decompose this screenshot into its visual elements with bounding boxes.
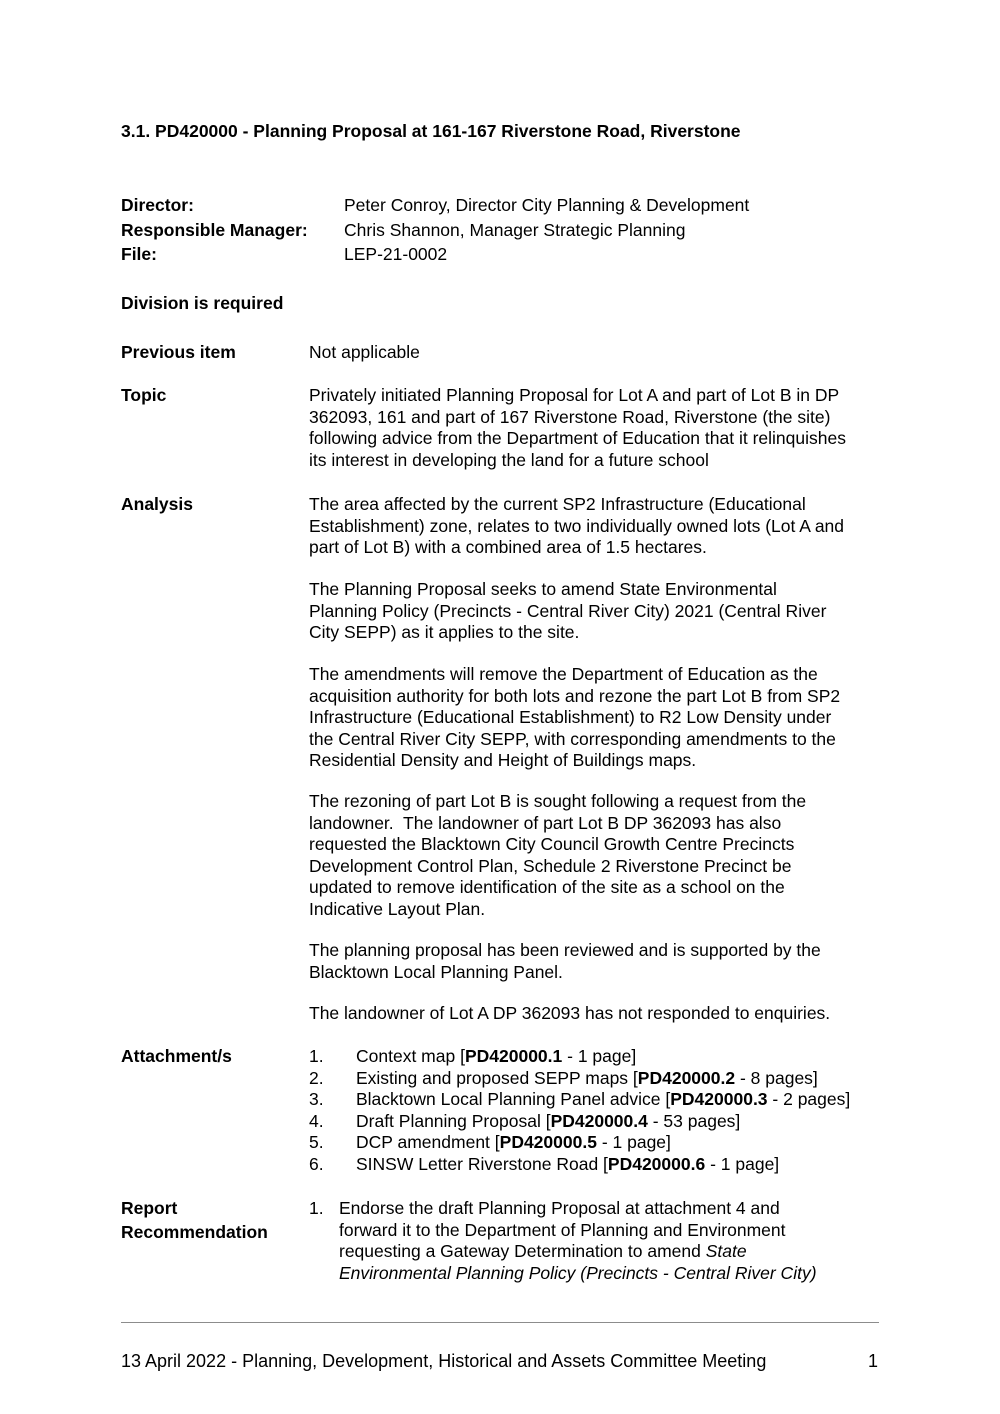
- topic-label: Topic: [121, 385, 167, 405]
- analysis-line: Indicative Layout Plan.: [309, 898, 486, 919]
- attachment-pages: - 1 page]: [596, 1132, 671, 1152]
- analysis-line: The Planning Proposal seeks to amend State Environmental: [309, 579, 777, 599]
- attachment-code: PD420000.4: [550, 1110, 648, 1131]
- division-notice: Division is required: [121, 293, 284, 313]
- recommendation-italic: State: [705, 1241, 747, 1261]
- attachment-item[interactable]: [309, 1132, 909, 1154]
- analysis-label: Analysis: [121, 494, 193, 514]
- attachments-label: Attachment/s: [121, 1046, 232, 1066]
- topic-line: its interest in developing the land for a future school: [309, 449, 709, 470]
- attachment-title: Blacktown Local Planning Panel advice [: [356, 1089, 671, 1109]
- recommendation-text: [339, 1198, 899, 1284]
- attachment-code: PD420000.2: [637, 1067, 736, 1088]
- recommendation-label-line1: Report: [121, 1198, 178, 1218]
- recommendation-italic: Environmental Planning Policy (Precincts - Central River City): [339, 1262, 817, 1283]
- topic-line: 362093, 161 and part of 167 Riverstone Road, Riverstone (the site): [309, 406, 831, 427]
- attachment-title: DCP amendment [: [356, 1132, 500, 1152]
- page-title: 3.1. PD420000 - Planning Proposal at 161-167 Riverstone Road, Riverstone: [121, 121, 741, 141]
- analysis-line: Infrastructure (Educational Establishment) to R2 Low Density under: [309, 707, 832, 727]
- footer-text: 13 April 2022 - Planning, Development, Historical and Assets Committee Meeting: [121, 1351, 767, 1371]
- footer-divider: [121, 1322, 879, 1323]
- attachment-code: PD420000.6: [607, 1153, 706, 1174]
- attachment-title: Draft Planning Proposal [: [356, 1110, 551, 1131]
- analysis-line: part of Lot B) with a combined area of 1.5 hectares.: [309, 537, 707, 557]
- analysis-paragraph: [309, 494, 889, 559]
- attachment-title: Context map [: [356, 1046, 465, 1066]
- analysis-line: Planning Policy (Precincts - Central River City) 2021 (Central River: [309, 600, 827, 621]
- analysis-line: Establishment) zone, relates to two individually owned lots (Lot A and: [309, 515, 845, 536]
- attachment-number: 5.: [309, 1132, 324, 1152]
- attachment-title: Existing and proposed SEPP maps [: [356, 1067, 638, 1088]
- topic-line: Privately initiated Planning Proposal for Lot A and part of Lot B in DP: [309, 385, 840, 405]
- analysis-paragraph: [309, 664, 889, 772]
- analysis-line: Development Control Plan, Schedule 2 Riverstone Precinct be: [309, 855, 792, 876]
- attachment-number: 4.: [309, 1110, 324, 1131]
- topic-text: [309, 385, 889, 471]
- attachment-number: 1.: [309, 1046, 324, 1066]
- recommendation-line: requesting a Gateway Determination to amend: [339, 1241, 706, 1261]
- analysis-line: landowner. The landowner of part Lot B DP 362093 has also: [309, 812, 782, 833]
- attachment-number: 3.: [309, 1089, 324, 1109]
- analysis-line: City SEPP) as it applies to the site.: [309, 622, 580, 642]
- analysis-line: The landowner of Lot A DP 362093 has not responded to enquiries.: [309, 1003, 831, 1023]
- page-number: 1: [868, 1351, 879, 1371]
- analysis-line: The planning proposal has been reviewed and is supported by the: [309, 940, 821, 960]
- topic-line: following advice from the Department of Education that it relinquishes: [309, 428, 846, 448]
- analysis-line: The area affected by the current SP2 Infrastructure (Educational: [309, 494, 806, 514]
- attachment-number: 2.: [309, 1067, 324, 1088]
- attachment-item[interactable]: [309, 1068, 909, 1090]
- attachment-number: 6.: [309, 1153, 324, 1174]
- attachment-pages: - 1 page]: [705, 1153, 780, 1174]
- analysis-line: The amendments will remove the Department of Education as the: [309, 664, 818, 684]
- attachment-pages: - 8 pages]: [735, 1067, 818, 1088]
- attachment-pages: - 53 pages]: [647, 1110, 741, 1131]
- attachment-pages: - 1 page]: [562, 1046, 637, 1066]
- recommendation-line: forward it to the Department of Planning and Environment: [339, 1219, 786, 1240]
- attachment-item[interactable]: [309, 1046, 909, 1068]
- attachment-item[interactable]: [309, 1154, 909, 1176]
- attachment-pages: - 2 pages]: [767, 1089, 851, 1109]
- responsible-manager-label: Responsible Manager:: [121, 220, 308, 240]
- analysis-line: the Central River City SEPP, with corresponding amendments to the: [309, 728, 836, 749]
- attachments-list: [309, 1046, 909, 1175]
- recommendation-number: 1.: [309, 1198, 324, 1218]
- attachment-code: PD420000.5: [499, 1132, 597, 1152]
- attachment-code: PD420000.1: [464, 1046, 563, 1066]
- responsible-manager-value: Chris Shannon, Manager Strategic Planning: [344, 220, 686, 240]
- analysis-line: updated to remove identification of the site as a school on the: [309, 877, 785, 897]
- previous-item-label: Previous item: [121, 342, 236, 362]
- director-label: Director:: [121, 195, 194, 215]
- file-label: File:: [121, 244, 157, 264]
- attachment-item[interactable]: [309, 1089, 909, 1111]
- previous-item-value: Not applicable: [309, 342, 420, 362]
- attachment-title: SINSW Letter Riverstone Road [: [356, 1153, 608, 1174]
- director-value: Peter Conroy, Director City Planning & Development: [344, 195, 750, 215]
- analysis-line: requested the Blacktown City Council Growth Centre Precincts: [309, 834, 795, 854]
- attachment-code: PD420000.3: [670, 1089, 768, 1109]
- analysis-line: Residential Density and Height of Buildings maps.: [309, 750, 697, 770]
- file-value: LEP-21-0002: [344, 244, 448, 264]
- attachment-item[interactable]: [309, 1111, 909, 1133]
- analysis-line: acquisition authority for both lots and rezone the part Lot B from SP2: [309, 685, 841, 706]
- analysis-paragraph: [309, 1003, 889, 1025]
- analysis-line: The rezoning of part Lot B is sought following a request from the: [309, 791, 807, 811]
- analysis-paragraph: [309, 791, 889, 920]
- analysis-line: Blacktown Local Planning Panel.: [309, 961, 563, 982]
- recommendation-label-line2: Recommendation: [121, 1222, 268, 1242]
- analysis-paragraph: [309, 940, 889, 983]
- analysis-paragraph: [309, 579, 889, 644]
- recommendation-line: Endorse the draft Planning Proposal at attachment 4 and: [339, 1198, 780, 1218]
